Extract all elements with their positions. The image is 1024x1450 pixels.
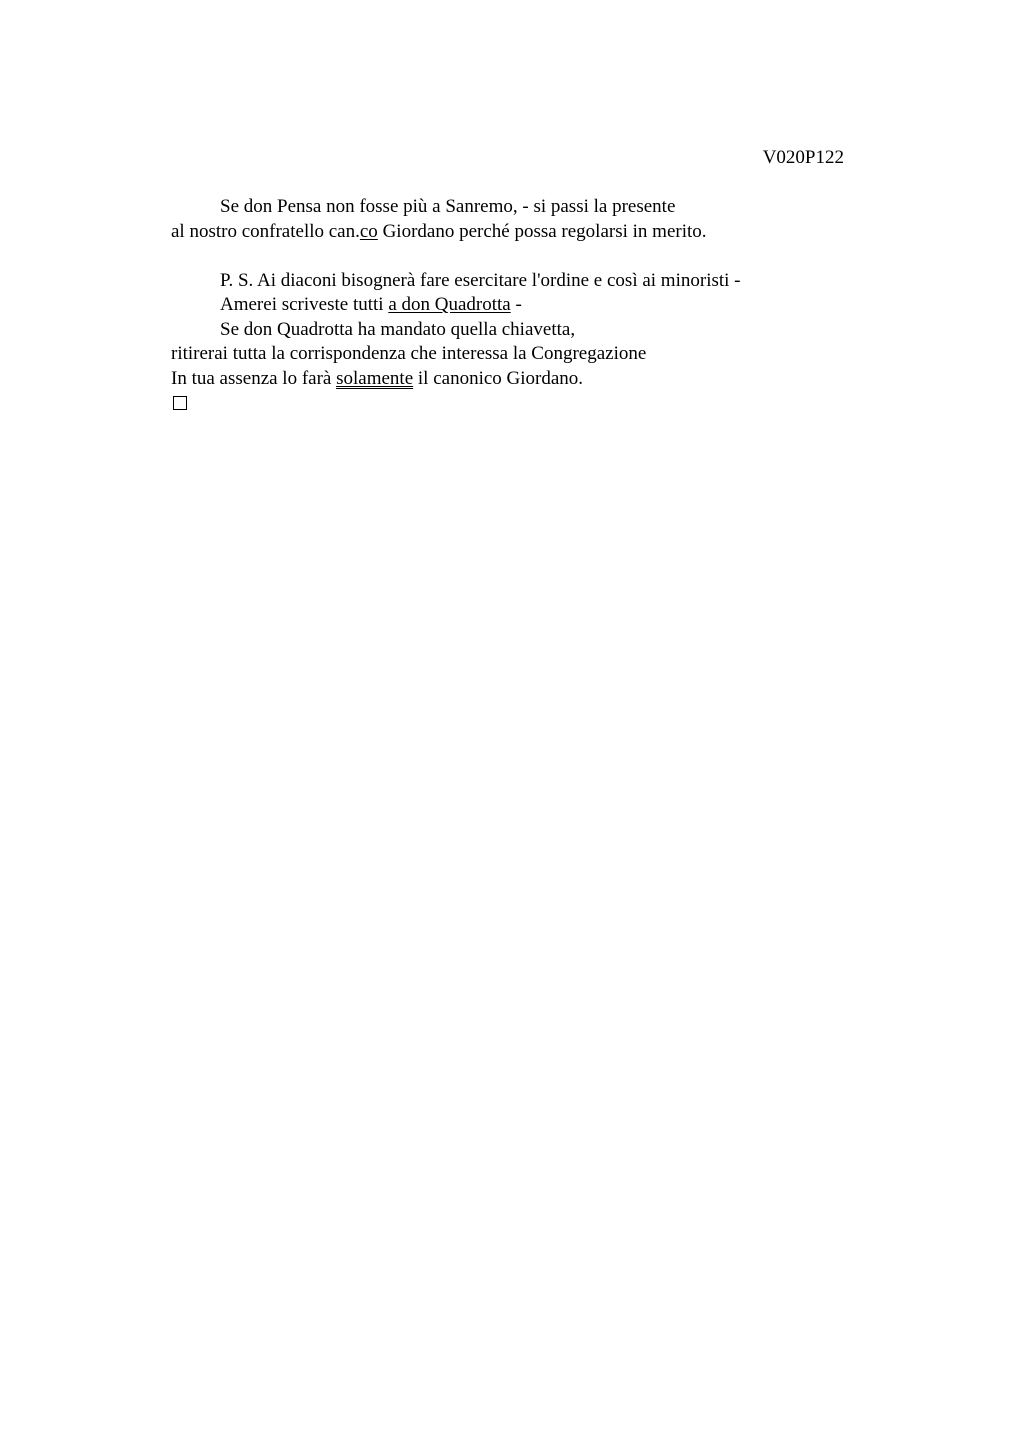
letter-body (171, 195, 871, 410)
postscript-line-1: P. S. Ai diaconi bisognerà fare esercitare l'ordine e così ai minoristi - (220, 269, 741, 291)
paragraph-1-line-1: Se don Pensa non fosse più a Sanremo, - si passi la presente (220, 196, 676, 217)
text-segment: - (510, 294, 522, 315)
text-segment: Amerei scriveste tutti (220, 294, 389, 315)
postscript-line-4: ritirerai tutta la corrispondenza che interessa la Congregazione (171, 343, 647, 364)
underlined-phrase: a don Quadrotta (388, 294, 511, 315)
text-segment: Giordano perché possa regolarsi in merito. (377, 220, 707, 242)
text-segment: In tua assenza lo farà (171, 367, 337, 389)
underlined-abbreviation: co (359, 220, 378, 242)
postscript-line-3: Se don Quadrotta ha mandato quella chiavetta, (220, 318, 576, 340)
postscript-line-2 (171, 293, 871, 318)
page-code: V020P122 (762, 147, 844, 168)
paragraph-gap (171, 244, 871, 269)
text-segment: al nostro confratello can. (171, 220, 360, 242)
end-square-icon (173, 396, 187, 410)
text-segment: il canonico Giordano. (413, 367, 584, 389)
paragraph-1-line-2 (171, 220, 871, 245)
double-underlined-word: solamente (336, 367, 414, 389)
postscript-line-5 (171, 367, 871, 392)
